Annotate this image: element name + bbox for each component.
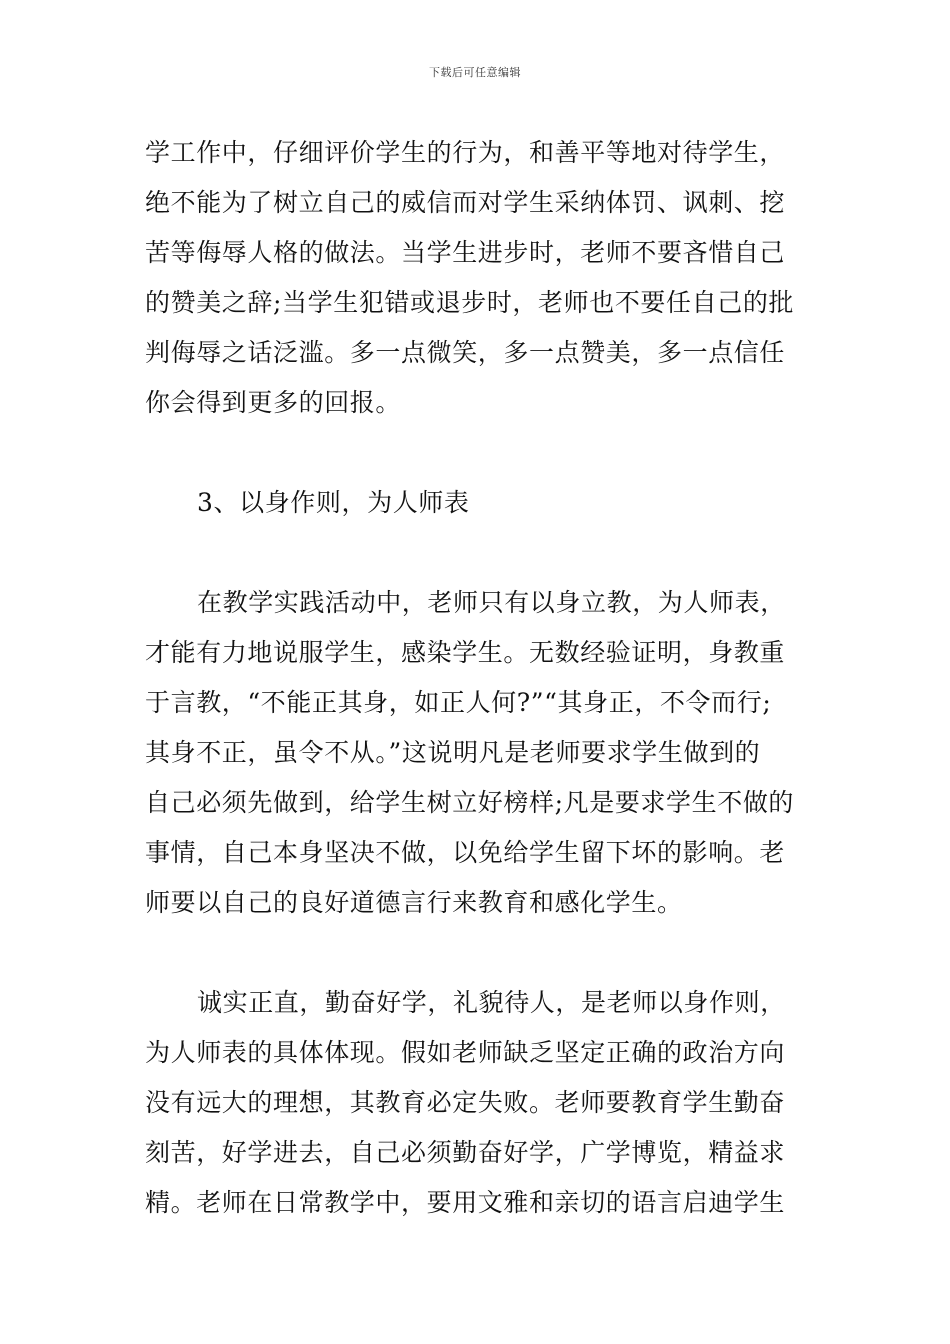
text-line: 事情，自己本身坚决不做，以免给学生留下坏的影响。老 [145,838,786,867]
text-line: 刻苦，好学进去，自己必须勤奋好学，广学博览，精益求 [145,1138,786,1167]
paragraph-continuation [145,128,825,428]
section-heading [145,478,825,528]
text-line: 在教学实践活动中，老师只有以身立教，为人师表， [197,588,786,617]
text-line: 学工作中，仔细评价学生的行为，和善平等地对待学生， [145,138,786,167]
text-line: 师要以自己的良好道德言行来教育和感化学生。 [145,888,683,917]
text-line: 没有远大的理想，其教育必定失败。老师要教育学生勤奋 [145,1088,786,1117]
document-body [145,128,825,1228]
text-line: 才能有力地说服学生，感染学生。无数经验证明，身教重 [145,638,786,667]
text-line: 于言教，“不能正其身，如正人何?”“其身正，不令而行; [145,688,772,717]
page-header-note: 下载后可任意编辑 [429,66,521,79]
paragraph-honesty [145,978,825,1228]
heading-text: 3、以身作则，为人师表 [197,488,470,517]
text-line: 的赞美之辞;当学生犯错或退步时，老师也不要任自己的批 [145,288,795,317]
text-line: 自己必须先做到，给学生树立好榜样;凡是要求学生不做的 [145,788,795,817]
text-line: 为人师表的具体体现。假如老师缺乏坚定正确的政治方向 [145,1038,786,1067]
paragraph-lead-by-example [145,578,825,928]
text-line: 绝不能为了树立自己的威信而对学生采纳体罚、讽刺、挖 [145,188,786,217]
text-line: 苦等侮辱人格的做法。当学生进步时，老师不要吝惜自己 [145,238,786,267]
text-line: 精。老师在日常教学中，要用文雅和亲切的语言启迪学生 [145,1188,786,1217]
text-line: 你会得到更多的回报。 [145,388,402,417]
text-line: 判侮辱之话泛滥。多一点微笑，多一点赞美，多一点信任 [145,338,786,367]
text-line: 诚实正直，勤奋好学，礼貌待人，是老师以身作则， [197,988,786,1017]
text-line: 其身不正，虽令不从。”这说明凡是老师要求学生做到的 [145,738,761,767]
